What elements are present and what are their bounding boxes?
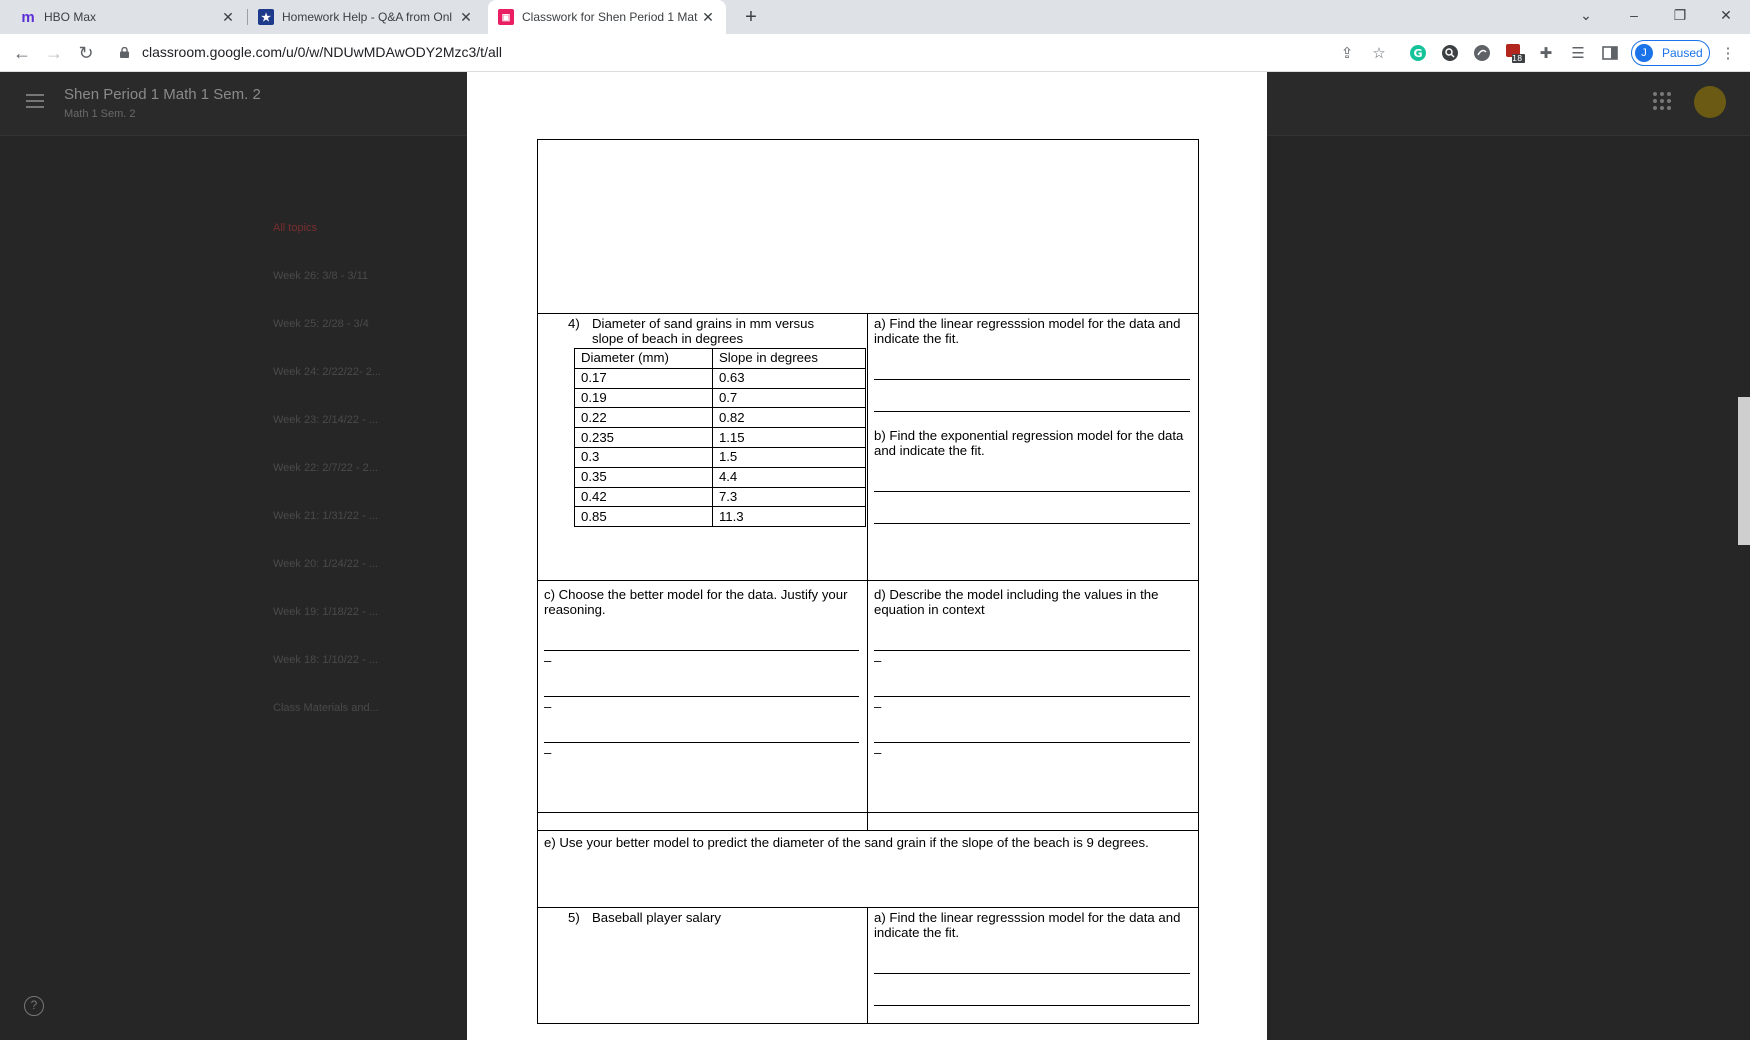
reading-list-icon[interactable]: ☰ bbox=[1571, 45, 1585, 62]
diameter-cell: 0.19 bbox=[575, 388, 713, 408]
extension-swirl-icon[interactable] bbox=[1471, 42, 1493, 64]
slope-cell: 0.7 bbox=[712, 388, 865, 408]
tab-title: Classwork for Shen Period 1 Mat bbox=[522, 10, 698, 24]
tab-homework-help[interactable] bbox=[248, 0, 484, 34]
topic-item[interactable]: Week 19: 1/18/22 - ... bbox=[273, 606, 378, 618]
answer-line bbox=[874, 683, 1190, 697]
slope-cell: 1.15 bbox=[712, 428, 865, 448]
topic-item[interactable]: Week 22: 2/7/22 - 2... bbox=[273, 462, 378, 474]
table-row bbox=[538, 140, 1199, 314]
answer-line bbox=[874, 729, 1190, 743]
answer-line bbox=[874, 510, 1190, 524]
answer-line bbox=[874, 478, 1190, 492]
q4-part-e-prompt: e) Use your better model to predict the diameter of the sand grain if the slope of the beach is 9 degrees. bbox=[544, 835, 1149, 850]
dash-mark: – bbox=[544, 745, 552, 760]
answer-line bbox=[544, 637, 859, 651]
diameter-cell: 0.85 bbox=[575, 507, 713, 527]
q5-part-a-prompt: a) Find the linear regresssion model for the data and indicate the fit. bbox=[874, 910, 1181, 940]
tab-search-chevron-down-icon[interactable]: ⌄ bbox=[1580, 7, 1592, 23]
table-row bbox=[575, 368, 866, 388]
table-row bbox=[538, 581, 1199, 813]
q5-heading bbox=[544, 910, 861, 925]
side-panel-icon[interactable] bbox=[1599, 42, 1621, 64]
table-row bbox=[538, 908, 1199, 1024]
q4-part-a-prompt: a) Find the linear regresssion model for the data and indicate the fit. bbox=[874, 316, 1181, 346]
close-icon[interactable]: ✕ bbox=[222, 8, 234, 25]
q4-part-c-prompt: c) Choose the better model for the data. Justify your reasoning. bbox=[544, 587, 848, 617]
q4-title-line2: slope of beach in degrees bbox=[592, 331, 744, 346]
help-icon[interactable]: ? bbox=[24, 996, 44, 1016]
svg-text:G: G bbox=[1413, 47, 1423, 60]
minimize-icon[interactable]: – bbox=[1630, 7, 1638, 23]
page-scrollbar[interactable] bbox=[1738, 397, 1750, 545]
main-menu-icon[interactable] bbox=[26, 94, 44, 108]
dash-mark: – bbox=[874, 699, 882, 714]
q4-part-e-cell bbox=[538, 831, 1199, 908]
close-icon[interactable]: ✕ bbox=[702, 8, 714, 25]
slope-cell: 4.4 bbox=[712, 467, 865, 487]
q5-part-a-cell bbox=[868, 908, 1199, 1024]
topic-all-topics[interactable]: All topics bbox=[273, 222, 318, 234]
back-arrow-icon[interactable]: ← bbox=[13, 43, 31, 63]
grammarly-extension-icon[interactable] bbox=[1407, 42, 1429, 64]
sand-grain-data-table bbox=[574, 348, 866, 527]
class-title[interactable]: Shen Period 1 Math 1 Sem. 2 bbox=[64, 86, 261, 103]
spacer-cell bbox=[868, 813, 1199, 831]
extensions-puzzle-icon[interactable]: ✚ bbox=[1539, 45, 1553, 62]
topic-list bbox=[273, 222, 381, 750]
tab-title: Homework Help - Q&A from Onl bbox=[282, 10, 453, 24]
slope-cell: 0.82 bbox=[712, 408, 865, 428]
topic-item[interactable]: Week 26: 3/8 - 3/11 bbox=[273, 270, 368, 282]
tab-hbo-max[interactable] bbox=[10, 0, 246, 34]
q4-part-d-prompt: d) Describe the model including the values in the equation in context bbox=[874, 587, 1159, 617]
address-bar-url[interactable]: classroom.google.com/u/0/w/NDUwMDAwODY2Mzc3/t/all bbox=[142, 44, 502, 60]
table-row bbox=[575, 408, 866, 428]
diameter-cell: 0.22 bbox=[575, 408, 713, 428]
table-header-row bbox=[575, 349, 866, 369]
browser-toolbar bbox=[0, 34, 1750, 72]
forward-arrow-icon[interactable]: → bbox=[45, 43, 63, 63]
q4-title-line1: Diameter of sand grains in mm versus bbox=[592, 316, 815, 331]
slope-cell: 11.3 bbox=[712, 507, 865, 527]
share-icon[interactable]: ⇪ bbox=[1340, 45, 1354, 62]
new-tab-button[interactable]: + bbox=[745, 6, 757, 28]
question-number: 5) bbox=[568, 910, 580, 925]
avatar[interactable] bbox=[1694, 86, 1726, 118]
tab-strip bbox=[0, 0, 1750, 34]
dash-mark: – bbox=[874, 745, 882, 760]
topic-item[interactable]: Week 23: 2/14/22 - ... bbox=[273, 414, 378, 426]
diameter-cell: 0.235 bbox=[575, 428, 713, 448]
classroom-favicon-icon: ▣ bbox=[498, 9, 514, 25]
answer-line bbox=[874, 637, 1190, 651]
q4-heading bbox=[544, 316, 861, 346]
document-preview bbox=[467, 72, 1267, 1040]
search-extension-icon[interactable] bbox=[1439, 42, 1461, 64]
bookmark-star-icon[interactable]: ☆ bbox=[1372, 45, 1386, 62]
topic-item[interactable]: Class Materials and... bbox=[273, 702, 379, 714]
dash-mark: – bbox=[544, 653, 552, 668]
q4-part-d-cell bbox=[868, 581, 1199, 813]
diameter-cell: 0.17 bbox=[575, 368, 713, 388]
answer-line bbox=[874, 960, 1190, 974]
table-row bbox=[575, 388, 866, 408]
extension-badge: 18 bbox=[1512, 54, 1523, 63]
answer-line bbox=[544, 729, 859, 743]
restore-icon[interactable]: ❐ bbox=[1673, 7, 1687, 23]
worksheet-table bbox=[537, 139, 1199, 1024]
homework-help-favicon-icon: ★ bbox=[258, 9, 274, 25]
column-header: Slope in degrees bbox=[712, 349, 865, 369]
lock-icon[interactable] bbox=[120, 47, 129, 58]
window-close-icon[interactable]: ✕ bbox=[1720, 7, 1732, 23]
q5-data-cell bbox=[538, 908, 868, 1024]
dash-mark: – bbox=[544, 699, 552, 714]
slope-cell: 1.5 bbox=[712, 447, 865, 467]
answer-line bbox=[874, 398, 1190, 412]
hbo-max-favicon-icon: m bbox=[21, 8, 35, 26]
question-number: 4) bbox=[568, 316, 580, 331]
q4-part-c-cell bbox=[538, 581, 868, 813]
profile-status: Paused bbox=[1662, 46, 1703, 60]
blank-cell bbox=[538, 140, 1199, 314]
q4-parts-ab-cell bbox=[868, 314, 1199, 581]
table-row bbox=[575, 507, 866, 527]
topic-item[interactable]: Week 21: 1/31/22 - ... bbox=[273, 510, 378, 522]
more-vert-icon[interactable]: ⋮ bbox=[1720, 45, 1736, 62]
q5-title: Baseball player salary bbox=[592, 910, 722, 925]
column-header: Diameter (mm) bbox=[575, 349, 713, 369]
reload-icon[interactable]: ↻ bbox=[78, 43, 94, 63]
diameter-cell: 0.3 bbox=[575, 447, 713, 467]
q4-part-b-prompt: b) Find the exponential regression model for the data and indicate the fit. bbox=[874, 428, 1184, 458]
answer-line bbox=[874, 366, 1190, 380]
avatar: J bbox=[1635, 44, 1653, 62]
close-icon[interactable]: ✕ bbox=[460, 8, 472, 25]
answer-line bbox=[544, 683, 859, 697]
q4-data-cell bbox=[538, 314, 868, 581]
table-row bbox=[538, 813, 1199, 831]
diameter-cell: 0.35 bbox=[575, 467, 713, 487]
tab-title: HBO Max bbox=[44, 10, 97, 24]
google-apps-grid-icon[interactable] bbox=[1653, 92, 1671, 110]
table-row bbox=[575, 467, 866, 487]
slope-cell: 7.3 bbox=[712, 487, 865, 507]
slope-cell: 0.63 bbox=[712, 368, 865, 388]
table-row bbox=[575, 447, 866, 467]
spacer-cell bbox=[538, 813, 868, 831]
topic-item[interactable]: Week 25: 2/28 - 3/4 bbox=[273, 318, 369, 330]
topic-item[interactable]: Week 24: 2/22/22- 2... bbox=[273, 366, 382, 378]
answer-line bbox=[874, 992, 1190, 1006]
table-row bbox=[575, 428, 866, 448]
topic-item[interactable]: Week 20: 1/24/22 - ... bbox=[273, 558, 378, 570]
diameter-cell: 0.42 bbox=[575, 487, 713, 507]
profile-paused-button[interactable] bbox=[1631, 40, 1710, 66]
table-row bbox=[538, 831, 1199, 908]
topic-item[interactable]: Week 18: 1/10/22 - ... bbox=[273, 654, 378, 666]
tab-classwork[interactable] bbox=[488, 0, 726, 34]
class-subtitle: Math 1 Sem. 2 bbox=[64, 108, 136, 120]
dash-mark: – bbox=[874, 653, 882, 668]
table-row bbox=[538, 314, 1199, 581]
table-row bbox=[575, 487, 866, 507]
